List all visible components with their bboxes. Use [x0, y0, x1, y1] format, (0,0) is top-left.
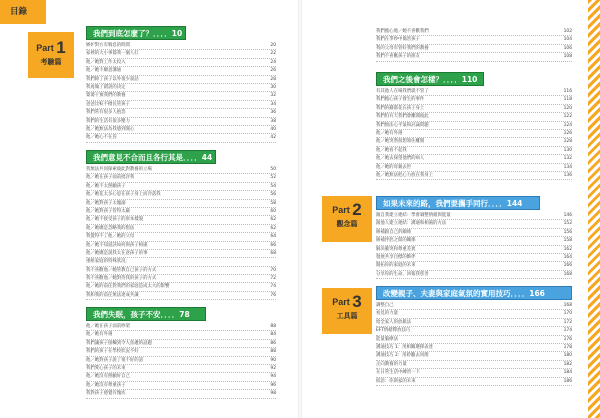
part-2-name: 觀念篇	[336, 220, 358, 228]
toc-entry	[86, 225, 276, 233]
section-1-title: 我們到底怎麼了？．．．．10	[86, 26, 186, 40]
section-6-title: 改變親子、夫妻與家庭氣氛的實用技巧．．．．166	[376, 286, 572, 300]
toc-entry-title: 分享你的生命，回報我慈善	[376, 271, 429, 277]
toc-entry-title: 他／她的母親去世	[376, 164, 412, 170]
part-3-prefix: Part	[332, 297, 350, 307]
toc-entry-page: 52	[270, 175, 276, 181]
toc-entry	[376, 28, 572, 36]
toc-entry	[86, 183, 276, 191]
toc-entry-title: 他／她在孩子面前批評我	[86, 175, 135, 181]
toc-entry-title: 我對孩子感覺有愧疚	[86, 391, 126, 397]
toc-entry	[86, 191, 276, 199]
toc-entry	[376, 53, 572, 61]
toc-entry-title: 我和我的前任無法達成共識	[86, 292, 139, 298]
toc-entry	[376, 122, 572, 130]
toc-entry	[86, 92, 276, 100]
toc-entry-title: 我的父母有管好我們的教養	[376, 45, 429, 51]
toc-entry	[86, 208, 276, 216]
toc-entry-page: 94	[270, 374, 276, 380]
toc-entry-page: 72	[270, 276, 276, 282]
toc-entry-page: 24	[270, 59, 276, 65]
section-5-title: 如果未來的路，我們要攜手同行．．．．144	[376, 196, 540, 210]
toc-entry	[86, 250, 276, 258]
toc-entry-page: 106	[563, 45, 572, 51]
toc-entry	[376, 237, 572, 245]
toc-entry	[86, 323, 276, 331]
part-1-number: 1	[56, 38, 66, 57]
toc-entry-page: 164	[563, 254, 572, 260]
section-3	[86, 307, 276, 399]
toc-entry-page: 130	[563, 147, 572, 153]
toc-entry-title: 發展共享目標的夥伴	[376, 254, 416, 260]
toc-entry	[86, 283, 276, 291]
toc-entry-page: 158	[563, 238, 572, 244]
section-2-list	[86, 166, 276, 300]
part-2-badge	[322, 196, 372, 242]
toc-entry-title: 有其他人在場我們就不管了	[376, 89, 429, 94]
toc-entry-title: 我無法共同探索彼此對教養的立場	[86, 167, 152, 172]
part-2-prefix: Part	[332, 205, 350, 215]
toc-entry-title: 開拓你的家庭的未來	[376, 263, 416, 269]
toc-entry-title: 我們的錢都花在孩子身上	[376, 105, 425, 111]
section-4-list	[376, 88, 572, 180]
toc-entry	[86, 267, 276, 275]
toc-entry-title: 他／她突然很想領住離開	[376, 139, 425, 145]
toc-entry	[86, 67, 276, 75]
toc-entry-title: EFT情緒釋放技巧	[376, 328, 411, 334]
toc-entry-page: 90	[270, 357, 276, 363]
section-5-list	[376, 212, 572, 279]
toc-entry-title: 他／她無法為我感到開心	[86, 126, 135, 132]
toc-entry-page: 178	[563, 344, 572, 350]
toc-entry-title: 他／她有外遇	[86, 332, 113, 338]
toc-entry-page: 146	[563, 213, 572, 218]
toc-entry-title: 他／她對工作太投入	[86, 59, 126, 65]
toc-entry-title: 看見的力量	[376, 311, 398, 317]
toc-entry	[86, 76, 276, 84]
toc-entry-title: 結語：你與家的未來	[376, 378, 416, 384]
toc-entry	[86, 258, 276, 266]
toc-entry-title: 家裡的大小事都我一個人扛	[86, 51, 139, 57]
toc-entry-title: 修補伴侶之間的關係	[376, 238, 416, 244]
toc-entry-title: 我們除了孩子以外很少說話	[86, 76, 139, 82]
toc-entry	[376, 147, 572, 155]
toc-entry-title: 我們讓孩子接觸到令人焦慮的話題	[86, 340, 152, 346]
toc-entry	[376, 96, 572, 104]
toc-entry-page: 176	[563, 336, 572, 342]
toc-entry-page: 66	[270, 242, 276, 248]
toc-entry-title: 他／她不願意溝通	[86, 68, 122, 74]
decorative-stripes	[588, 0, 600, 418]
toc-entry-page: 168	[563, 303, 572, 308]
toc-entry-title: 給全家人的放鬆法	[376, 319, 412, 325]
toc-entry	[376, 262, 572, 270]
toc-entry-title: 跟自我建立連結：學會調整情緒與能量	[376, 213, 451, 218]
toc-entry	[86, 233, 276, 241]
toc-entry	[86, 174, 276, 182]
toc-entry-page: 152	[563, 221, 572, 227]
toc-entry	[86, 109, 276, 117]
toc-entry-title: 他／她沒有照顧好自己	[86, 374, 130, 380]
toc-entry-title: 他／她心不在焉	[86, 135, 117, 141]
toc-entry-page: 172	[563, 319, 572, 325]
toc-entry-page: 30	[270, 84, 276, 90]
part-1-prefix: Part	[36, 43, 54, 53]
toc-entry-title: 他／她不接受孩子的原本樣貌	[86, 217, 144, 223]
toc-entry-page: 186	[563, 378, 572, 384]
toc-entry	[376, 220, 572, 228]
toc-entry-page: 74	[270, 284, 276, 290]
toc-entry-title: 溝通技巧 2：用聆聽去同理	[376, 353, 429, 359]
toc-entry-page: 168	[563, 271, 572, 277]
toc-entry	[376, 246, 572, 254]
toc-entry-title: 我們無法心平氣和討論問題	[376, 122, 429, 128]
toc-entry	[376, 105, 572, 113]
toc-entry	[376, 352, 572, 360]
toc-entry-title: 他／她總是說我太在意孩子的事	[86, 250, 148, 256]
toc-entry-page: 118	[563, 97, 572, 103]
toc-entry-page: 96	[270, 382, 276, 388]
toc-entry-page: 64	[270, 234, 276, 240]
section-4	[376, 72, 572, 180]
toc-entry-title: 嫉妒對方有喘息的時間	[86, 43, 130, 48]
toc-entry-title: 我們的孩子在學校狀況不好	[86, 349, 139, 355]
toc-entry	[376, 212, 572, 220]
toc-entry-page: 26	[270, 68, 276, 74]
toc-entry	[86, 382, 276, 390]
section-2	[86, 150, 276, 300]
right-page	[300, 0, 600, 418]
toc-entry	[376, 88, 572, 96]
toc-entry	[86, 390, 276, 398]
toc-entry-title: 我們擔心他／她不喜歡我們	[376, 29, 429, 34]
toc-entry-page: 84	[270, 332, 276, 338]
toc-entry-page: 88	[270, 324, 276, 329]
toc-entry-title: 他／她對孩子管得太嚴	[86, 208, 130, 214]
toc-entry	[86, 200, 276, 208]
toc-entry	[376, 155, 572, 163]
toc-entry	[86, 348, 276, 356]
part-3-number: 3	[352, 292, 362, 311]
toc-entry	[376, 271, 572, 279]
toc-entry-title: 我覺得不了他／她的父母	[86, 234, 135, 240]
toc-entry-page: 104	[563, 37, 572, 43]
toc-entry	[86, 101, 276, 109]
toc-entry	[86, 331, 276, 339]
toc-entry	[376, 369, 572, 377]
toc-entry-title: 他／她看不起我	[376, 147, 407, 153]
section-1-list	[86, 42, 276, 143]
toc-entry-title: 我不喜歡他／她對待我的孩子的方式	[86, 276, 157, 282]
toc-entry-page: 62	[270, 217, 276, 223]
toc-entry-page: 54	[270, 183, 276, 189]
toc-entry	[376, 319, 572, 327]
toc-entry-title: 我們怕有天我們會離開彼此	[376, 114, 429, 120]
toc-entry-page: 92	[270, 365, 276, 371]
toc-entry	[86, 118, 276, 126]
toc-entry-page: 50	[270, 167, 276, 172]
toc-entry	[376, 327, 572, 335]
toc-entry-title: 婆婆干預我們的教養	[86, 93, 126, 99]
toc-entry-title: 他／她花太多心思在孩子身上而冷落我	[86, 192, 161, 198]
toc-entry	[376, 254, 572, 262]
toc-label: 目錄	[0, 0, 46, 24]
part-3-name: 工具篇	[336, 312, 358, 320]
section-6-list	[376, 302, 572, 386]
toc-entry	[376, 45, 572, 53]
toc-entry-page: 32	[270, 93, 276, 99]
part-1-name: 考驗篇	[40, 58, 62, 66]
toc-entry-page: 120	[563, 105, 572, 111]
toc-entry-title: 他／她的前任對我們的家庭造成太大的影響	[86, 284, 170, 290]
toc-entry-page: 58	[270, 200, 276, 206]
toc-entry-page: 88	[270, 349, 276, 355]
section-3-title: 我們失眠，孩子不安．．．．78	[86, 307, 206, 321]
toc-entry	[376, 361, 572, 369]
toc-entry	[86, 242, 276, 250]
toc-entry-page: 116	[563, 89, 572, 94]
toc-entry-page: 40	[270, 126, 276, 132]
toc-entry-title: 溝通技巧 1：用相關選擇表達	[376, 344, 433, 350]
section-continued	[376, 26, 572, 62]
toc-entry	[86, 292, 276, 300]
toc-entry-title: 他／她去探望他們的病人	[376, 156, 425, 162]
toc-entry	[86, 373, 276, 381]
toc-entry-title: 他／她在孩子面前吵架	[86, 324, 130, 329]
toc-entry-page: 70	[270, 267, 276, 273]
section-3-list	[86, 323, 276, 399]
toc-entry-page: 22	[270, 51, 276, 57]
toc-entry-page: 86	[270, 340, 276, 346]
toc-entry	[86, 42, 276, 50]
toc-entry-title: 正向教養的力量	[376, 361, 407, 367]
part-3-badge	[322, 288, 372, 334]
toc-entry-page: 68	[270, 250, 276, 256]
toc-entry	[376, 36, 572, 44]
toc-entry-page: 28	[270, 76, 276, 82]
toc-entry	[86, 216, 276, 224]
toc-entry	[86, 126, 276, 134]
toc-entry-title: 我再做了錯誤的決定	[86, 84, 126, 90]
toc-entry-title: 我們在爭吵中傷害孩子	[376, 37, 420, 43]
toc-entry	[376, 302, 572, 310]
toc-entry-title: 他／她沒有尊重孩子	[86, 382, 126, 388]
toc-entry-page: 98	[270, 391, 276, 397]
toc-entry-page: 184	[563, 370, 572, 376]
toc-entry-title: 我們的生活有很多壓力	[86, 118, 130, 124]
toc-entry	[376, 344, 572, 352]
toc-entry-title: 重組家庭的特殊狀況：	[86, 259, 130, 265]
toc-entry-page: 76	[270, 292, 276, 298]
toc-entry-title: 跟他人建立連結：溝通和相處的方法	[376, 221, 447, 227]
toc-entry	[86, 340, 276, 348]
toc-entry-page: 102	[563, 29, 572, 34]
toc-entry	[376, 378, 572, 386]
toc-entry	[86, 84, 276, 92]
toc-entry-page: 162	[563, 246, 572, 252]
toc-entry-page: 124	[563, 122, 572, 128]
toc-entry-title: 解決衝突和尊重差異	[376, 246, 416, 252]
toc-entry	[376, 113, 572, 121]
toc-entry	[86, 365, 276, 373]
toc-entry-title: 他／她無法把心力放在我身上	[376, 172, 434, 178]
toc-entry	[376, 172, 572, 180]
toc-entry-page: 42	[270, 135, 276, 141]
toc-entry	[376, 130, 572, 138]
toc-entry-page: 36	[270, 110, 276, 116]
toc-entry-page: 136	[563, 172, 572, 178]
section-1	[86, 26, 276, 143]
toc-entry-page: 166	[563, 263, 572, 269]
toc-entry-title: 他／她總是忽略我的想法	[86, 225, 135, 231]
section-6	[376, 286, 572, 386]
section-5	[376, 196, 572, 279]
toc-entry-title: 我不喜歡他／她管教自己孩子的方式	[86, 267, 157, 273]
toc-entry-title: 我們不喜歡孩子的朋友	[376, 54, 420, 60]
part-2-number: 2	[352, 200, 362, 219]
toc-entry	[376, 229, 572, 237]
part-1-badge	[28, 32, 74, 78]
toc-entry-title: 我們愛心孩子的未來	[86, 365, 126, 371]
toc-entry-title: 他／她對孩子太寵溺	[86, 200, 126, 206]
toc-entry-page: 38	[270, 118, 276, 124]
toc-entry	[86, 357, 276, 365]
toc-entry-title: 爸爸比較不擅長管孩子	[86, 101, 130, 107]
section-2-title: 我們意見不合而且各行其是．．．．44	[86, 150, 216, 164]
toc-entry-page: 180	[563, 353, 572, 359]
toc-entry-title: 在日常生活中練習一下	[376, 370, 420, 376]
toc-entry-title: 調整自己	[376, 303, 394, 308]
toc-entry-page: 134	[563, 164, 572, 170]
toc-entry-page: 170	[563, 311, 572, 317]
toc-entry-title: 能量腦療法	[376, 336, 398, 342]
toc-entry-page: 122	[563, 114, 572, 120]
toc-entry-page: 56	[270, 192, 276, 198]
toc-entry-title: 修補跟自己的關係	[376, 229, 412, 235]
toc-entry-page: 62	[270, 225, 276, 231]
toc-entry	[86, 275, 276, 283]
toc-entry-page: 156	[563, 229, 572, 235]
toc-entry	[86, 134, 276, 142]
toc-entry-title: 我們常有很多人抱怨	[86, 110, 126, 116]
toc-entry-title: 他／她對孩子說了很不好的話	[86, 357, 144, 363]
toc-entry-title: 他／她有外遇	[376, 130, 403, 136]
toc-entry	[376, 310, 572, 318]
toc-entry	[86, 166, 276, 174]
section-continued-list	[376, 28, 572, 62]
toc-entry-title: 我們擔心孩子發生的事件	[376, 97, 425, 103]
toc-entry-page: 108	[563, 54, 572, 60]
toc-entry-title: 他／她不知道該如何與孩子相處	[86, 242, 148, 248]
toc-entry	[86, 59, 276, 67]
toc-entry-page: 182	[563, 361, 572, 367]
toc-entry	[376, 138, 572, 146]
toc-entry	[376, 164, 572, 172]
toc-entry-title: 他／她不太照顧孩子	[86, 183, 126, 189]
toc-entry-page: 34	[270, 101, 276, 107]
toc-entry-page: 60	[270, 208, 276, 214]
toc-entry	[86, 50, 276, 58]
toc-entry-page: 20	[270, 43, 276, 48]
section-4-title: 我們之後會怎樣？．．．．110	[376, 72, 484, 86]
toc-entry-page: 126	[563, 130, 572, 136]
toc-entry-page: 132	[563, 156, 572, 162]
toc-entry-page: 174	[563, 328, 572, 334]
toc-entry	[376, 336, 572, 344]
toc-entry-page: 128	[563, 139, 572, 145]
